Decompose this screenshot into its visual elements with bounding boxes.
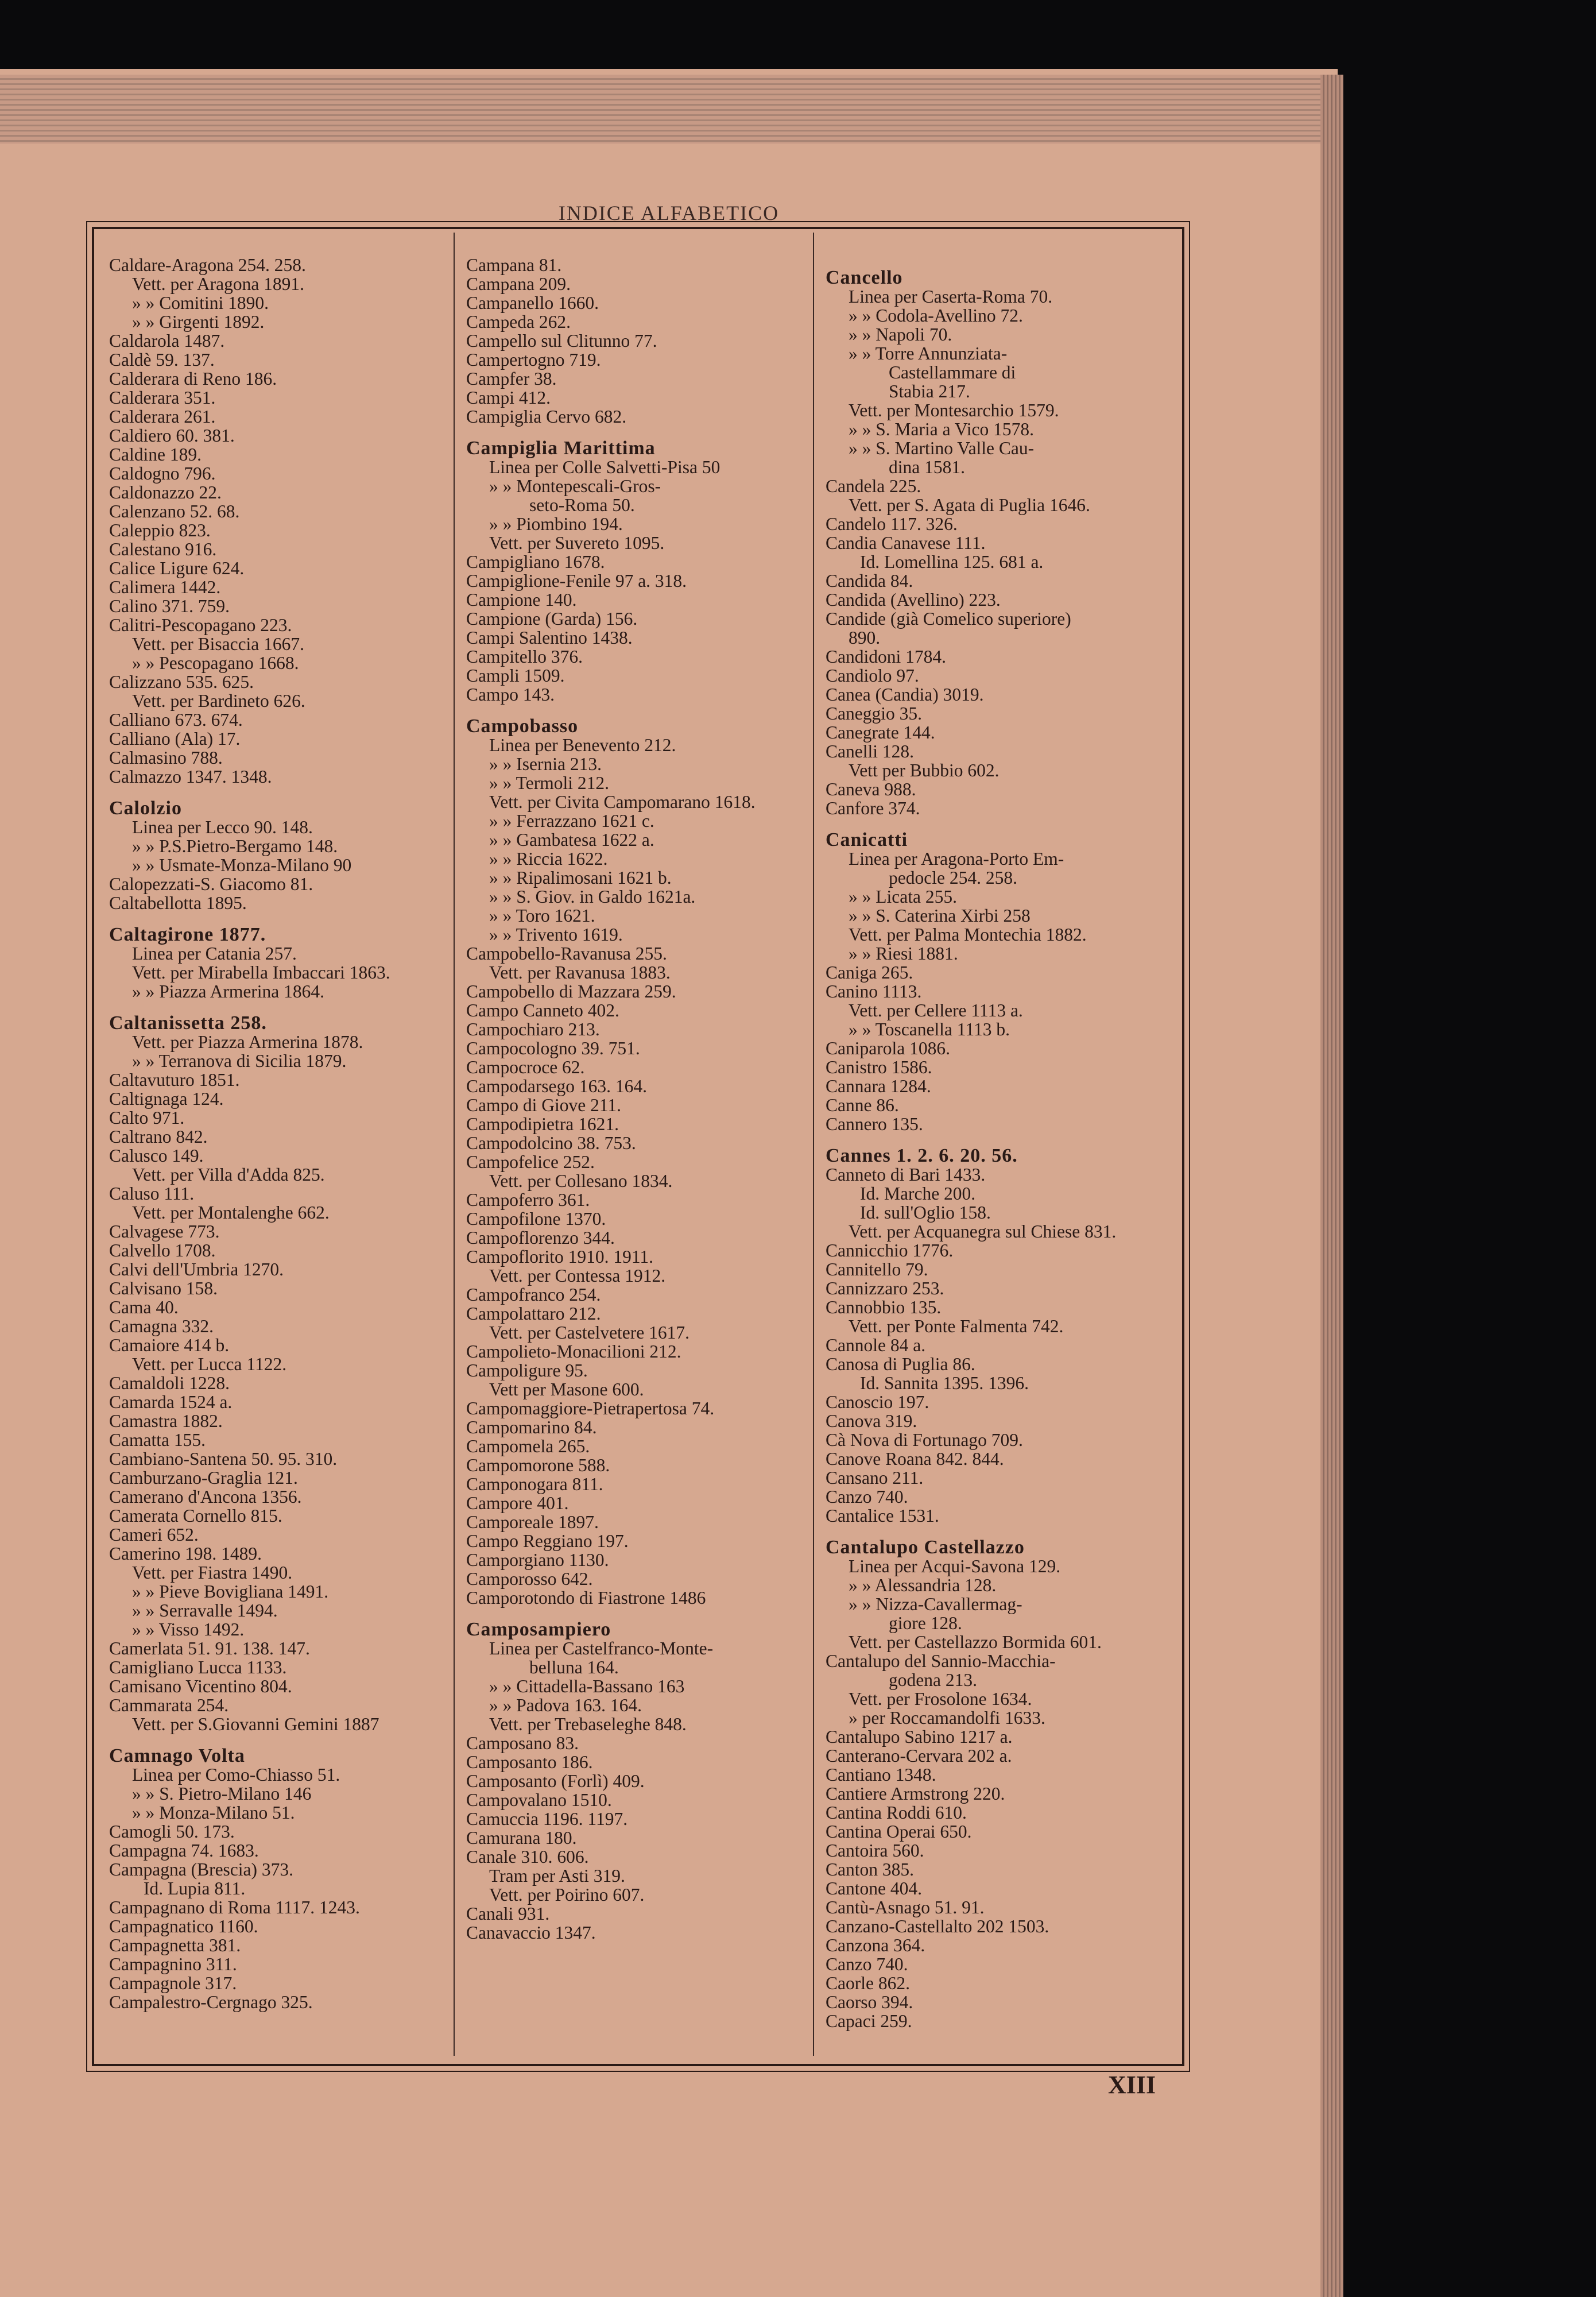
index-entry: Campione (Garda) 156. [466, 609, 638, 629]
index-entry: Vett. per Montalenghe 662. [132, 1202, 330, 1223]
index-entry: Cannitello 79. [826, 1259, 928, 1279]
index-entry: Cannobbio 135. [826, 1297, 942, 1317]
index-entry: Canzo 740. [826, 1954, 908, 1974]
index-entry: Vett. per Castelvetere 1617. [489, 1322, 690, 1343]
index-entry: » » Terranova di Sicilia 1879. [132, 1051, 347, 1071]
index-entry: godena 213. [889, 1670, 977, 1690]
index-entry: » » Serravalle 1494. [132, 1600, 278, 1621]
index-entry: Calizzano 535. 625. [109, 672, 254, 692]
index-entry: Campofelice 252. [466, 1152, 595, 1172]
index-entry: Camigliano Lucca 1133. [109, 1657, 287, 1677]
index-entry: Campagna 74. 1683. [109, 1840, 259, 1861]
index-entry: » » Riesi 1881. [849, 943, 958, 964]
index-entry: Canove Roana 842. 844. [826, 1449, 1004, 1469]
index-entry: Camastra 1882. [109, 1411, 223, 1431]
index-entry: Cannizzaro 253. [826, 1278, 944, 1298]
index-entry: Campalestro-Cergnago 325. [109, 1992, 313, 2012]
index-entry: Caltignaga 124. [109, 1089, 224, 1109]
index-entry: Caniparola 1086. [826, 1038, 950, 1058]
index-entry: Vett. per Aragona 1891. [132, 274, 305, 294]
index-entry: Campomaggiore-Pietrapertosa 74. [466, 1398, 715, 1418]
index-entry: Camarda 1524 a. [109, 1392, 233, 1412]
index-entry: » » Padova 163. 164. [489, 1695, 642, 1715]
index-entry: Candelo 117. 326. [826, 514, 958, 534]
index-heading: Cancello [826, 267, 903, 288]
index-heading: Camnago Volta [109, 1745, 245, 1766]
index-entry: » » Ferrazzano 1621 c. [489, 811, 654, 831]
index-entry: Campi 412. [466, 388, 551, 408]
index-heading: Caltanissetta 258. [109, 1012, 267, 1034]
index-entry: Canavaccio 1347. [466, 1923, 596, 1943]
index-entry: Vett. per Ponte Falmenta 742. [849, 1316, 1064, 1336]
index-entry: Candida (Avellino) 223. [826, 590, 1001, 610]
index-entry: Cantiano 1348. [826, 1765, 936, 1785]
index-entry: Cantiere Armstrong 220. [826, 1784, 1005, 1804]
index-entry: Campomela 265. [466, 1436, 590, 1456]
index-entry: Caltavuturo 1851. [109, 1070, 240, 1090]
index-entry: Canton 385. [826, 1859, 914, 1880]
index-entry: Candida 84. [826, 571, 913, 591]
index-heading: Campobasso [466, 716, 579, 737]
index-entry: Caniga 265. [826, 962, 913, 983]
index-entry: Calopezzati-S. Giacomo 81. [109, 874, 313, 894]
index-entry: Camposano 83. [466, 1733, 579, 1753]
index-entry: Campione 140. [466, 590, 577, 610]
index-entry: Vett. per Ravanusa 1883. [489, 962, 671, 983]
index-entry: Campagnatico 1160. [109, 1916, 258, 1936]
index-heading: Cantalupo Castellazzo [826, 1537, 1025, 1558]
index-entry: Linea per Benevento 212. [489, 735, 676, 755]
index-entry: » » Cittadella-Bassano 163 [489, 1676, 685, 1696]
index-entry: Vett. per Castellazzo Bormida 601. [849, 1632, 1102, 1652]
index-entry: Vett. per Trebaseleghe 848. [489, 1714, 687, 1734]
index-entry: » » Visso 1492. [132, 1619, 245, 1639]
index-entry: Caorso 394. [826, 1992, 913, 2012]
index-entry: Camagna 332. [109, 1316, 214, 1336]
index-entry: Camatta 155. [109, 1430, 206, 1450]
page-stack-top [0, 75, 1338, 144]
index-entry: Calderara 351. [109, 388, 216, 408]
index-entry: » » Monza-Milano 51. [132, 1803, 295, 1823]
index-entry: Camuccia 1196. 1197. [466, 1809, 628, 1829]
index-entry: Cama 40. [109, 1297, 179, 1317]
index-entry: Campofranco 254. [466, 1285, 601, 1305]
index-entry: » » Usmate-Monza-Milano 90 [132, 855, 352, 875]
index-entry: » » S. Martino Valle Cau- [849, 438, 1035, 458]
index-entry: Campodarsego 163. 164. [466, 1076, 647, 1096]
index-entry: pedocle 254. 258. [889, 868, 1017, 888]
index-heading: Canicatti [826, 829, 908, 850]
index-entry: Vett. per Piazza Armerina 1878. [132, 1032, 363, 1052]
index-entry: Camaiore 414 b. [109, 1335, 230, 1355]
index-entry: Caorle 862. [826, 1973, 910, 1993]
index-entry: Campoflorenzo 344. [466, 1228, 615, 1248]
index-entry: Canino 1113. [826, 981, 922, 1001]
index-entry: Linea per Aragona-Porto Em- [849, 849, 1064, 869]
index-entry: Calto 971. [109, 1108, 185, 1128]
index-entry: Vett. per Suvereto 1095. [489, 533, 665, 553]
index-entry: Caldarola 1487. [109, 331, 225, 351]
index-entry: Vett. per Fiastra 1490. [132, 1563, 293, 1583]
index-entry: » » Ripalimosani 1621 b. [489, 868, 672, 888]
index-entry: Vett. per Poirino 607. [489, 1885, 645, 1905]
index-entry: Camporotondo di Fiastrone 1486 [466, 1588, 706, 1608]
index-heading: Calolzio [109, 798, 182, 819]
index-entry: Campoflorito 1910. 1911. [466, 1247, 654, 1267]
index-entry: Campfer 38. [466, 369, 557, 389]
index-entry: Canea (Candia) 3019. [826, 685, 984, 705]
index-entry: Campiglia Cervo 682. [466, 407, 627, 427]
index-entry: Canzano-Castellalto 202 1503. [826, 1916, 1049, 1936]
index-entry: Cantina Operai 650. [826, 1822, 972, 1842]
index-entry: Vett. per Montesarchio 1579. [849, 400, 1059, 420]
index-entry: Canova 319. [826, 1411, 917, 1431]
index-entry: Canne 86. [826, 1095, 899, 1115]
index-entry: Calestano 916. [109, 539, 217, 559]
index-entry: Canzo 740. [826, 1487, 908, 1507]
index-entry: Caldogno 796. [109, 463, 216, 484]
index-entry: Camurana 180. [466, 1828, 577, 1848]
index-entry: Campagnole 317. [109, 1973, 237, 1993]
index-heading: Caltagirone 1877. [109, 924, 266, 945]
index-entry: Camerlata 51. 91. 138. 147. [109, 1638, 310, 1658]
index-entry: Vett. per Mirabella Imbaccari 1863. [132, 962, 390, 983]
index-entry: Campertogno 719. [466, 350, 601, 370]
index-entry: Camponogara 811. [466, 1474, 603, 1494]
index-entry: Campagnino 311. [109, 1954, 237, 1974]
index-entry: Tram per Asti 319. [489, 1866, 625, 1886]
index-entry: Canale 310. 606. [466, 1847, 589, 1867]
index-entry: Campagnano di Roma 1117. 1243. [109, 1897, 360, 1917]
index-entry: Camposanto (Forlì) 409. [466, 1771, 645, 1791]
index-entry: Calliano 673. 674. [109, 710, 243, 730]
index-entry: Calvagese 773. [109, 1221, 220, 1242]
index-entry: Camerano d'Ancona 1356. [109, 1487, 302, 1507]
index-entry: Calvi dell'Umbria 1270. [109, 1259, 284, 1279]
index-entry: Camporgiano 1130. [466, 1550, 609, 1570]
index-entry: Campodipietra 1621. [466, 1114, 619, 1134]
index-entry: Caleppio 823. [109, 520, 211, 540]
index-entry: Canali 931. [466, 1904, 550, 1924]
index-entry: Linea per Colle Salvetti-Pisa 50 [489, 457, 720, 477]
index-entry: Canoscio 197. [826, 1392, 929, 1412]
index-entry: Campo Canneto 402. [466, 1000, 619, 1020]
index-entry: » » Girgenti 1892. [132, 312, 265, 332]
column-separator [454, 233, 455, 2056]
index-entry: Linea per Caserta-Roma 70. [849, 287, 1053, 307]
index-entry: Linea per Acqui-Savona 129. [849, 1556, 1061, 1576]
index-entry: 890. [849, 628, 881, 648]
index-entry: » per Roccamandolfi 1633. [849, 1708, 1045, 1728]
index-entry: Campiglione-Fenile 97 a. 318. [466, 571, 687, 591]
index-entry: Calitri-Pescopagano 223. [109, 615, 292, 635]
index-entry: » » Torre Annunziata- [849, 343, 1008, 364]
index-entry: Candidoni 1784. [826, 647, 946, 667]
index-entry: Campitello 376. [466, 647, 583, 667]
index-entry: Cà Nova di Fortunago 709. [826, 1430, 1023, 1450]
index-entry: Linea per Como-Chiasso 51. [132, 1765, 340, 1785]
index-entry: Calderara 261. [109, 407, 216, 427]
index-entry: Campomorone 588. [466, 1455, 610, 1475]
index-heading: Cannes 1. 2. 6. 20. 56. [826, 1145, 1018, 1166]
index-entry: Candiolo 97. [826, 666, 919, 686]
index-entry: Calmasino 788. [109, 748, 223, 768]
index-entry: Stabia 217. [889, 381, 970, 401]
index-entry: Calvisano 158. [109, 1278, 218, 1298]
index-entry: Campore 401. [466, 1493, 569, 1513]
page-edge [1320, 75, 1343, 2297]
index-entry: Caldine 189. [109, 444, 202, 465]
index-entry: Capaci 259. [826, 2011, 912, 2031]
index-entry: Campagnetta 381. [109, 1935, 241, 1955]
index-entry: Campagna (Brescia) 373. [109, 1859, 294, 1880]
index-heading: Campiglia Marittima [466, 438, 656, 459]
index-entry: Canosa di Puglia 86. [826, 1354, 975, 1374]
index-entry: Cantone 404. [826, 1878, 922, 1898]
index-entry: Cannole 84 a. [826, 1335, 926, 1355]
index-entry: Cantalice 1531. [826, 1506, 939, 1526]
index-entry: Cameri 652. [109, 1525, 199, 1545]
column-separator [813, 233, 814, 2056]
index-entry: Camporeale 1897. [466, 1512, 599, 1532]
index-entry: Cantalupo del Sannio-Macchia- [826, 1651, 1056, 1671]
index-entry: Cambiano-Santena 50. 95. 310. [109, 1449, 338, 1469]
index-entry: Vett. per Bardineto 626. [132, 691, 305, 711]
index-entry: » » Isernia 213. [489, 754, 602, 774]
index-column-1 [109, 256, 454, 2012]
index-entry: Vett. per Collesano 1834. [489, 1171, 673, 1191]
index-entry: Linea per Catania 257. [132, 943, 297, 964]
index-column-2 [466, 256, 811, 1942]
index-entry: Calvello 1708. [109, 1240, 216, 1260]
index-entry: Cannicchio 1776. [826, 1240, 954, 1260]
index-entry: Cantina Roddi 610. [826, 1803, 967, 1823]
index-entry: Caldiero 60. 381. [109, 426, 235, 446]
page-number: XIII [1108, 2071, 1156, 2099]
index-entry: Id. Lupia 811. [144, 1878, 246, 1898]
index-entry: Cannara 1284. [826, 1076, 931, 1096]
index-entry: Caltrano 842. [109, 1127, 208, 1147]
index-entry: Linea per Castelfranco-Monte- [489, 1638, 714, 1658]
index-entry: Campoligure 95. [466, 1360, 588, 1380]
index-entry: » » Nizza-Cavallermag- [849, 1594, 1022, 1614]
index-entry: Campo Reggiano 197. [466, 1531, 629, 1551]
index-entry: Vett. per Palma Montechia 1882. [849, 925, 1087, 945]
index-entry: Vett. per Frosolone 1634. [849, 1689, 1032, 1709]
index-entry: giore 128. [889, 1613, 962, 1633]
index-entry: Vett per Masone 600. [489, 1379, 644, 1399]
index-entry: Vett. per Lucca 1122. [132, 1354, 287, 1374]
index-entry: Caldonazzo 22. [109, 482, 222, 502]
index-entry: Vett. per Bisaccia 1667. [132, 634, 305, 654]
index-entry: » » Napoli 70. [849, 324, 952, 345]
index-entry: Vett. per Contessa 1912. [489, 1266, 666, 1286]
index-entry: » » Toscanella 1113 b. [849, 1019, 1010, 1039]
index-entry: Campodolcino 38. 753. [466, 1133, 636, 1153]
index-entry: Camaldoli 1228. [109, 1373, 230, 1393]
index-entry: Cannero 135. [826, 1114, 923, 1134]
index-entry: » » Gambatesa 1622 a. [489, 830, 654, 850]
index-entry: Calderara di Reno 186. [109, 369, 277, 389]
index-entry: Castellammare di [889, 362, 1016, 382]
index-entry: Campello sul Clitunno 77. [466, 331, 657, 351]
index-entry: Caltabellotta 1895. [109, 893, 247, 913]
index-entry: » » Riccia 1622. [489, 849, 608, 869]
index-entry: Cansano 211. [826, 1468, 924, 1488]
index-entry: Cantù-Asnago 51. 91. [826, 1897, 985, 1917]
index-entry: Calmazzo 1347. 1348. [109, 767, 272, 787]
index-entry: Campolattaro 212. [466, 1304, 601, 1324]
index-entry: Campana 209. [466, 274, 571, 294]
index-entry: Canegrate 144. [826, 722, 935, 743]
index-entry: Caneggio 35. [826, 703, 922, 724]
index-entry: Campocroce 62. [466, 1057, 585, 1077]
index-entry: Candia Canavese 111. [826, 533, 986, 553]
index-entry: Campo di Giove 211. [466, 1095, 622, 1115]
index-entry: Vett. per Cellere 1113 a. [849, 1000, 1023, 1020]
index-entry: Candide (già Comelico superiore) [826, 609, 1071, 629]
index-entry: Campo 143. [466, 685, 555, 705]
index-entry: Campobello di Mazzara 259. [466, 981, 676, 1001]
index-entry: Canneto di Bari 1433. [826, 1165, 986, 1185]
index-entry: » » P.S.Pietro-Bergamo 148. [132, 836, 338, 856]
index-entry: Calimera 1442. [109, 577, 221, 597]
index-entry: Cantoira 560. [826, 1840, 924, 1861]
index-entry: Calliano (Ala) 17. [109, 729, 241, 749]
index-entry: Campobello-Ravanusa 255. [466, 943, 667, 964]
index-entry: Vett per Bubbio 602. [849, 760, 1000, 780]
index-entry: Caldare-Aragona 254. 258. [109, 255, 306, 275]
index-entry: Camposanto 186. [466, 1752, 593, 1772]
index-entry: Camogli 50. 173. [109, 1822, 235, 1842]
index-entry: » » Codola-Avellino 72. [849, 306, 1023, 326]
index-entry: Campana 81. [466, 255, 562, 275]
index-entry: Campolieto-Monacilioni 212. [466, 1341, 681, 1362]
index-entry: Linea per Lecco 90. 148. [132, 817, 313, 837]
index-entry: belluna 164. [529, 1657, 619, 1677]
index-entry: » » Comitini 1890. [132, 293, 269, 313]
index-entry: Campanello 1660. [466, 293, 599, 313]
index-entry: Cammarata 254. [109, 1695, 229, 1715]
index-entry: Campli 1509. [466, 666, 565, 686]
index-entry: Caluso 111. [109, 1184, 195, 1204]
index-entry: Id. Lomellina 125. 681 a. [860, 552, 1044, 572]
index-entry: Cantalupo Sabino 1217 a. [826, 1727, 1013, 1747]
index-entry: » » Piazza Armerina 1864. [132, 981, 325, 1001]
index-entry: » » Trivento 1619. [489, 925, 623, 945]
index-entry: Calino 371. 759. [109, 596, 230, 616]
index-entry: Id. Sannita 1395. 1396. [860, 1373, 1029, 1393]
index-entry: » » Piombino 194. [489, 514, 623, 534]
index-entry: Canzona 364. [826, 1935, 925, 1955]
index-entry: Camisano Vicentino 804. [109, 1676, 292, 1696]
index-entry: » » Termoli 212. [489, 773, 609, 793]
index-entry: Camporosso 642. [466, 1569, 593, 1589]
index-entry: Campovalano 1510. [466, 1790, 612, 1810]
index-entry: Calenzano 52. 68. [109, 501, 240, 521]
index-entry: » » S. Caterina Xirbi 258 [849, 906, 1031, 926]
index-entry: Canistro 1586. [826, 1057, 932, 1077]
index-entry: » » S. Giov. in Galdo 1621a. [489, 887, 696, 907]
index-entry: Campocologno 39. 751. [466, 1038, 640, 1058]
index-entry: Campi Salentino 1438. [466, 628, 633, 648]
index-entry: Camerata Cornello 815. [109, 1506, 282, 1526]
index-entry: » » Toro 1621. [489, 906, 595, 926]
index-entry: Vett. per Villa d'Adda 825. [132, 1165, 325, 1185]
index-entry: Campeda 262. [466, 312, 571, 332]
index-entry: » » Montepescali-Gros- [489, 476, 661, 496]
index-entry: » » Alessandria 128. [849, 1575, 997, 1595]
index-entry: Campigliano 1678. [466, 552, 605, 572]
index-entry: Id. sull'Oglio 158. [860, 1202, 991, 1223]
index-column-3 [826, 256, 1170, 2031]
page-header: INDICE ALFABETICO [558, 202, 780, 225]
index-entry: Campoferro 361. [466, 1190, 590, 1210]
index-entry: Camerino 198. 1489. [109, 1544, 262, 1564]
index-entry: » » S. Maria a Vico 1578. [849, 419, 1034, 439]
index-entry: seto-Roma 50. [529, 495, 635, 515]
index-entry: dina 1581. [889, 457, 965, 477]
index-entry: Campochiaro 213. [466, 1019, 600, 1039]
index-entry: Campomarino 84. [466, 1417, 597, 1437]
index-entry: Canfore 374. [826, 798, 920, 818]
index-entry: » » Pieve Bovigliana 1491. [132, 1581, 329, 1602]
index-entry: Id. Marche 200. [860, 1184, 976, 1204]
index-entry: Vett. per S.Giovanni Gemini 1887 [132, 1714, 379, 1734]
index-entry: Camburzano-Graglia 121. [109, 1468, 298, 1488]
index-entry: Caneva 988. [826, 779, 916, 799]
index-entry: Candela 225. [826, 476, 921, 496]
index-heading: Camposampiero [466, 1619, 611, 1640]
index-entry: » » Licata 255. [849, 887, 957, 907]
index-entry: Canterano-Cervara 202 a. [826, 1746, 1012, 1766]
index-entry: Calusco 149. [109, 1146, 204, 1166]
index-entry: Canelli 128. [826, 741, 914, 761]
index-entry: Vett. per S. Agata di Puglia 1646. [849, 495, 1090, 515]
index-entry: » » S. Pietro-Milano 146 [132, 1784, 312, 1804]
index-entry: Campofilone 1370. [466, 1209, 606, 1229]
index-entry: Caldè 59. 137. [109, 350, 215, 370]
index-entry: Vett. per Acquanegra sul Chiese 831. [849, 1221, 1117, 1242]
index-entry: Calice Ligure 624. [109, 558, 245, 578]
index-entry: » » Pescopagano 1668. [132, 653, 299, 673]
index-entry: Vett. per Civita Campomarano 1618. [489, 792, 756, 812]
